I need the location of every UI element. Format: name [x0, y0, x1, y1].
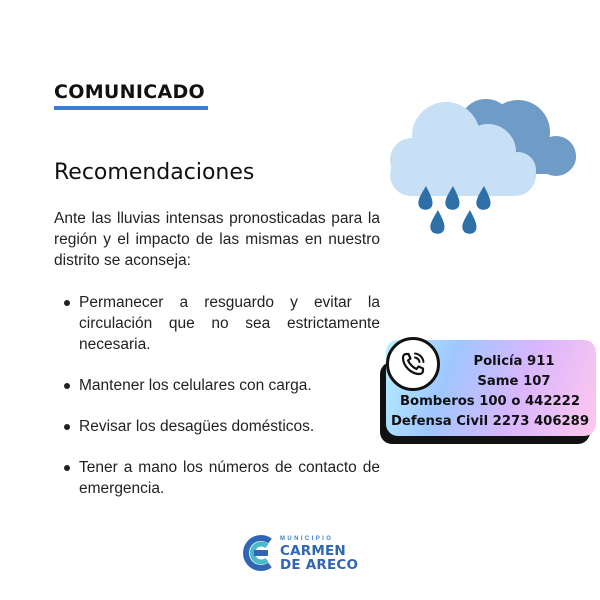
logo-line-1: CARMEN [280, 543, 346, 559]
list-item [62, 457, 380, 499]
list-item [62, 292, 380, 355]
list-item-text: Revisar los desagües domésticos. [79, 418, 315, 435]
logo-c-icon [240, 533, 276, 573]
list-item-text: Tener a mano los números de contacto de emergencia. [79, 459, 380, 497]
bullet-icon [64, 300, 70, 306]
bullet-icon [64, 465, 70, 471]
contact-same: Same 107 [477, 374, 551, 389]
rain-cloud-icon [378, 90, 582, 240]
bullet-icon [64, 424, 70, 430]
list-item-text: Mantener los celulares con carga. [79, 377, 312, 394]
intro-paragraph: Ante las lluvias intensas pronosticadas para la región y el impacto de las mismas en nuestro distrito se aconseja: [54, 210, 380, 269]
title-underline [54, 106, 208, 110]
contact-list [384, 352, 596, 432]
logo-line-2: DE ARECO [280, 557, 359, 573]
contact-civil-defense: Defensa Civil 2273 406289 [390, 414, 590, 429]
logo-small-text: MUNICIPIO [280, 536, 334, 542]
list-item-text: Permanecer a resguardo y evitar la circulación que no sea estrictamente necesaria. [79, 294, 380, 353]
recommendations-list [62, 292, 380, 519]
page-title: COMUNICADO [54, 81, 205, 103]
contact-firefighters: Bomberos 100 o 442222 [399, 394, 581, 409]
section-title: Recomendaciones [54, 160, 255, 185]
logo-name [280, 544, 358, 572]
bullet-icon [64, 383, 70, 389]
list-item [62, 416, 380, 437]
contact-police: Policía 911 [473, 354, 555, 369]
header [54, 81, 208, 110]
municipality-logo [240, 533, 370, 575]
list-item [62, 375, 380, 396]
